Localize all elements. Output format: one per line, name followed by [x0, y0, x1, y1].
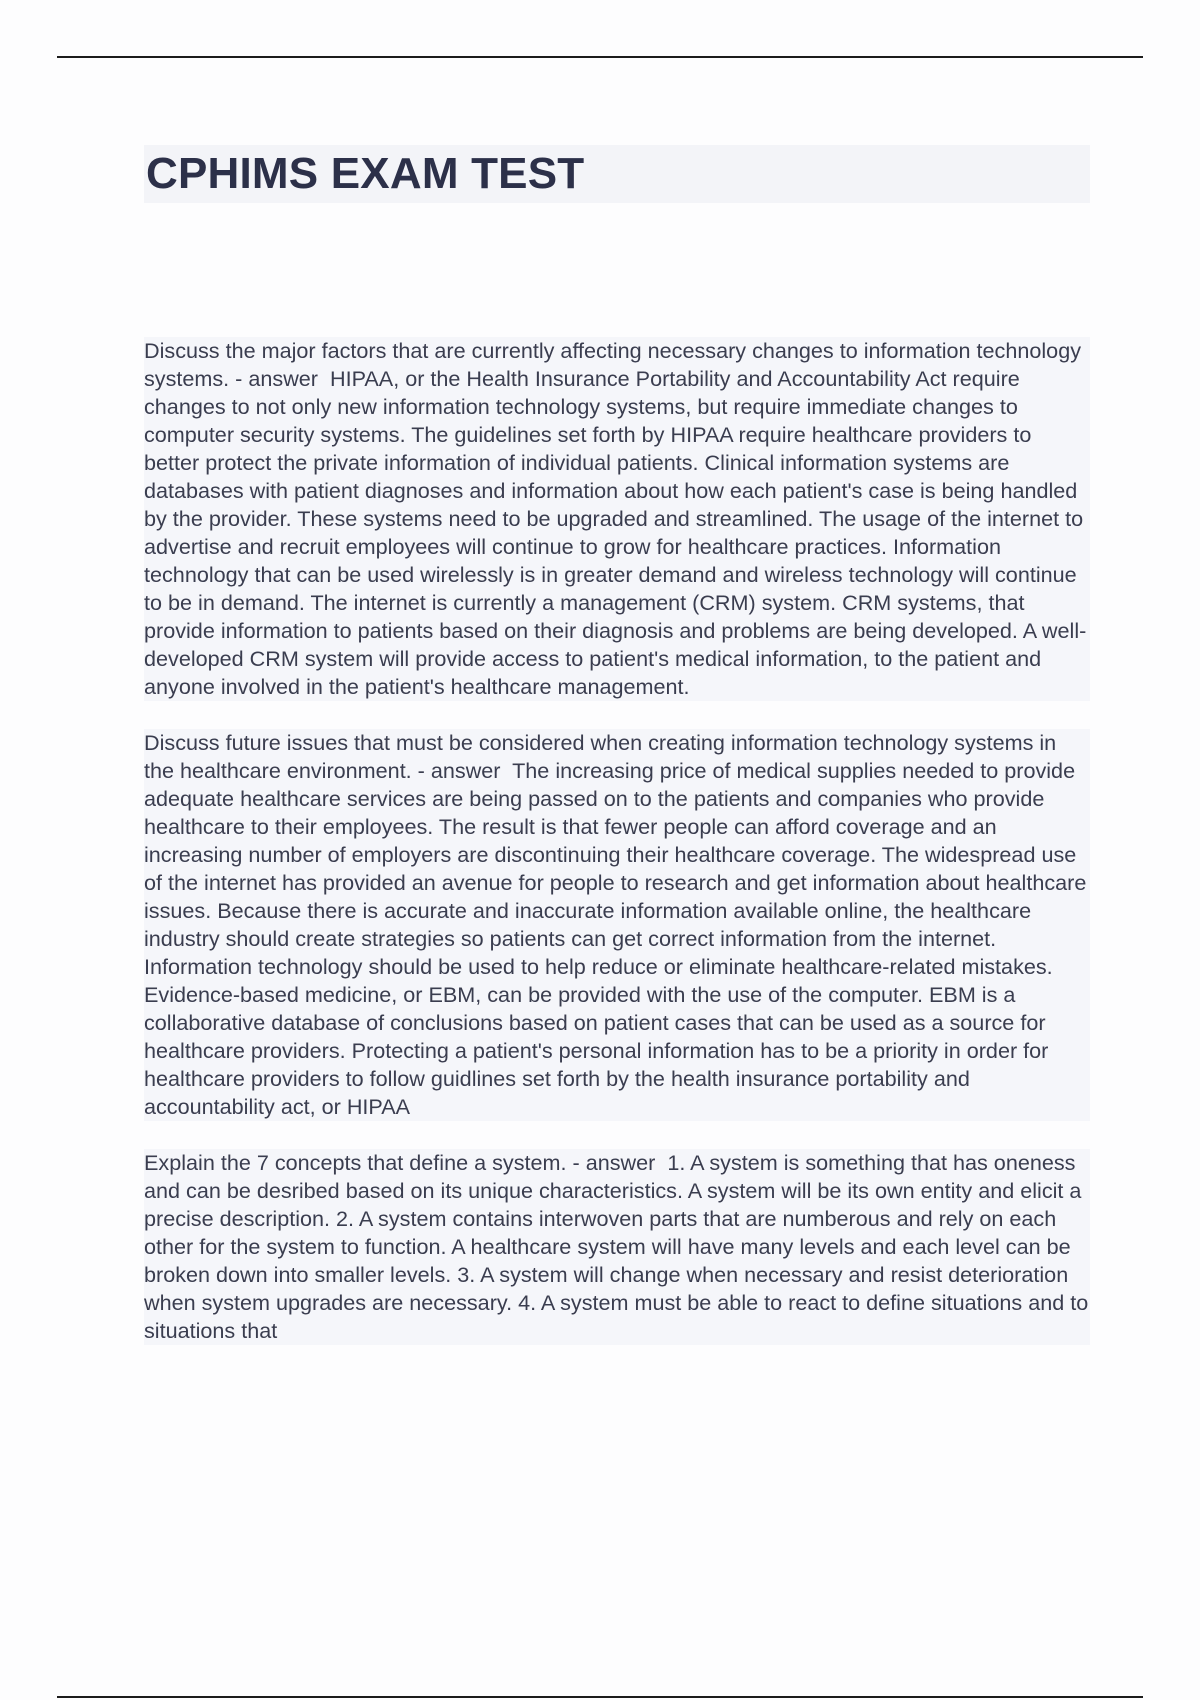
- answer-1: HIPAA, or the Health Insurance Portability and Accountability Act require changes to not only new information technology systems, but require immediate changes to computer security systems. The guidelines set forth by HIPAA require healthcare providers to better protect the private information of individual patients. Clinical information systems are databases with patient diagnoses and information about how each patient's case is being handled by the provider. These systems need to be upgraded and streamlined. The usage of the internet to advertise and recruit employees will continue to grow for healthcare practices. Information technology that can be used wirelessly is in greater demand and wireless technology will continue to be in demand. The internet is currently a management (CRM) system. CRM systems, that provide information to patients based on their diagnosis and problems are being developed. A well-developed CRM system will provide access to patient's medical information, to the patient and anyone involved in the patient's healthcare management.: [144, 366, 1087, 699]
- answer-2: The increasing price of medical supplies needed to provide adequate healthcare services are being passed on to the patients and companies who provide healthcare to their employees. The result is that fewer people can afford coverage and an increasing number of employers are discontinuing their healthcare coverage. The widespread use of the internet has provided an avenue for people to research and get information about healthcare issues. Because there is accurate and inaccurate information available online, the healthcare industry should create strategies so patients can get correct information from the internet. Information technology should be used to help reduce or eliminate healthcare-related mistakes. Evidence-based medicine, or EBM, can be provided with the use of the computer. EBM is a collaborative database of conclusions based on patient cases that can be used as a source for healthcare providers. Protecting a patient's personal information has to be a priority in order for healthcare providers to follow guidlines set forth by the health insurance portability and accountability act, or HIPAA: [144, 758, 1087, 1119]
- answer-separator-2: - answer: [411, 758, 507, 783]
- top-rule: [57, 56, 1143, 58]
- qa-item-1: [144, 337, 1090, 701]
- answer-separator-1: - answer: [229, 366, 324, 391]
- qa-item-3: [144, 1149, 1090, 1345]
- document-body: [144, 337, 1090, 1373]
- question-1: Discuss the major factors that are currently affecting necessary changes to information technology systems.: [144, 338, 1081, 391]
- page-title: CPHIMS EXAM TEST: [146, 149, 585, 198]
- question-3: Explain the 7 concepts that define a system.: [144, 1150, 567, 1175]
- answer-3: 1. A system is something that has oneness and can be desribed based on its unique characteristics. A system will be its own entity and elicit a precise description. 2. A system contains interwoven parts that are numberous and rely on each other for the system to function. A healthcare system will have many levels and each level can be broken down into smaller levels. 3. A system will change when necessary and resist deterioration when system upgrades are necessary. 4. A system must be able to react to define situations and to situations that: [144, 1150, 1089, 1343]
- bottom-rule: [57, 1696, 1143, 1698]
- answer-separator-3: - answer: [566, 1150, 662, 1175]
- qa-item-2: [144, 729, 1090, 1121]
- question-2: Discuss future issues that must be considered when creating information technology systems in the healthcare environment.: [144, 730, 1057, 783]
